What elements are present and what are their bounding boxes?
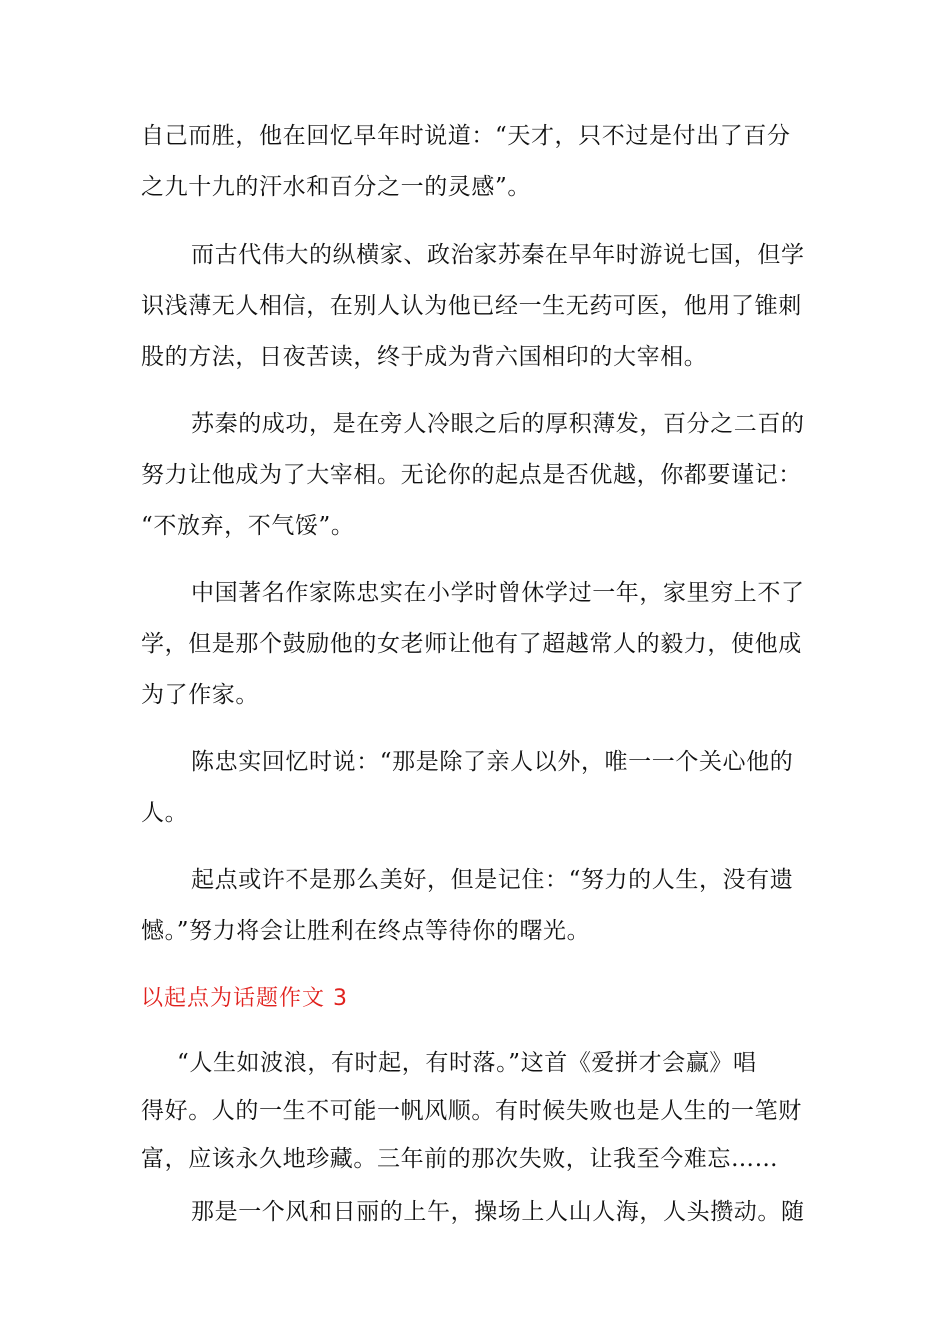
- section-heading: 以起点为话题作文 3: [141, 986, 348, 1011]
- text-line: 为了作家。: [141, 682, 259, 708]
- paragraph-first-line: 陈忠实回忆时说：“那是除了亲人以外，唯一一个关心他的: [191, 749, 794, 775]
- text-line: “不放弃，不气馁”。: [141, 513, 355, 539]
- paragraph-first-line: 而古代伟大的纵横家、政治家苏秦在早年时游说七国，但学: [191, 242, 805, 268]
- paragraph-first-line: 起点或许不是那么美好，但是记住：“努力的人生，没有遗: [191, 867, 794, 893]
- text-line: 之九十九的汗水和百分之一的灵感”。: [141, 174, 531, 200]
- paragraph-first-line: 苏秦的成功，是在旁人冷眼之后的厚积薄发，百分之二百的: [191, 411, 805, 437]
- text-line: 人。: [141, 800, 189, 826]
- paragraph-first-line: “人生如波浪，有时起，有时落。”这首《爱拼才会赢》唱: [177, 1050, 757, 1076]
- paragraph-first-line: 中国著名作家陈忠实在小学时曾休学过一年，家里穷上不了: [191, 580, 805, 606]
- paragraph-first-line: 那是一个风和日丽的上午，操场上人山人海，人头攒动。随: [191, 1199, 805, 1225]
- text-line: 努力让他成为了大宰相。无论你的起点是否优越，你都要谨记：: [141, 462, 802, 488]
- text-line: 得好。人的一生不可能一帆风顺。有时候失败也是人生的一笔财: [141, 1098, 802, 1124]
- text-line: 识浅薄无人相信，在别人认为他已经一生无药可医，他用了锥刺: [141, 293, 802, 319]
- text-line: 自己而胜，他在回忆早年时说道：“天才，只不过是付出了百分: [141, 123, 791, 149]
- text-line: 憾。”努力将会让胜利在终点等待你的曙光。: [141, 918, 591, 944]
- text-line: 股的方法，日夜苦读，终于成为背六国相印的大宰相。: [141, 344, 708, 370]
- text-line: 学，但是那个鼓励他的女老师让他有了超越常人的毅力，使他成: [141, 631, 802, 657]
- text-line: 富，应该永久地珍藏。三年前的那次失败，让我至今难忘……: [141, 1146, 779, 1172]
